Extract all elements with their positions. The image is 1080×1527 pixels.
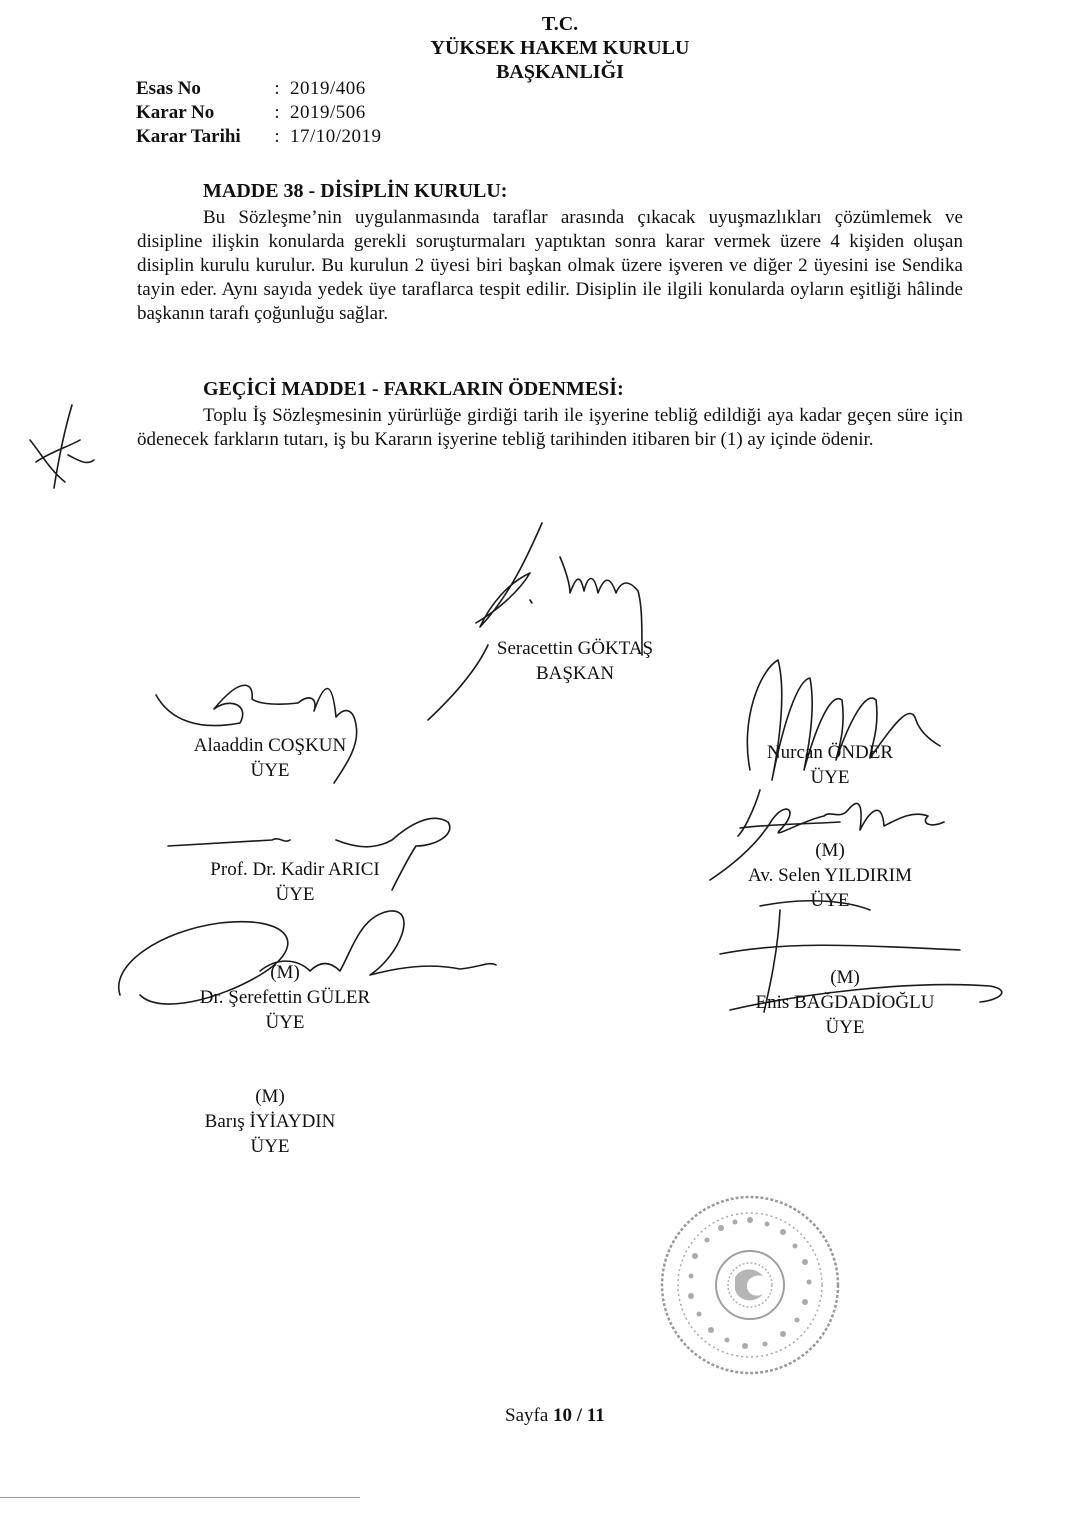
member-mark: (M) (830, 967, 860, 988)
decision-number-label: Karar No (136, 102, 215, 123)
member-name: Alaaddin COŞKUN (193, 735, 347, 756)
article-38-heading: MADDE 38 - DİSİPLİN KURULU: (203, 180, 508, 202)
case-number-label: Esas No (136, 78, 201, 99)
article-38-body: Bu Sözleşme’nin uygulanmasında taraflar arasında çıkacak uyuşmazlıkları çözümlemek ve disipline ilişkin konularda gerekli soruşturmaları yaptıktan sonra karar vermek üzere 4 kişiden oluşan disiplin kurulu kurulur. Bu kurulun 2 üyesi biri başkan olmak üzere işveren ve diğer 2 üyesini ise Sendika tayin eder. Aynı sayıda yedek üye taraflarca tespit edilir. Disiplin ile ilgili konularda oyların eşitliği hâlinde başkanın tarafı çoğunluğu sağlar. (137, 207, 963, 324)
case-info-row (136, 126, 382, 150)
page-number: 10 / 11 (553, 1405, 605, 1426)
decision-number-value: 2019/506 (290, 102, 366, 123)
member-role: ÜYE (825, 1017, 865, 1038)
page-footer (505, 1405, 605, 1427)
temporary-article-heading: GEÇİCİ MADDE1 - FARKLARIN ÖDENMESİ: (203, 378, 624, 400)
header-institution: YÜKSEK HAKEM KURULU (430, 37, 690, 59)
chair-name: Seracettin GÖKTAŞ (496, 638, 654, 659)
bottom-divider (0, 1497, 360, 1498)
member-signature-block (160, 733, 380, 783)
member-name: Enis BAĞDADİOĞLU (755, 992, 935, 1013)
member-name: Prof. Dr. Kadir ARICI (210, 859, 380, 880)
decision-date-label: Karar Tarihi (136, 126, 241, 147)
page-prefix: Sayfa (505, 1405, 549, 1426)
member-mark: (M) (255, 1086, 285, 1107)
member-mark: (M) (270, 962, 300, 983)
member-signature-block (175, 857, 415, 907)
chair-role: BAŞKAN (535, 663, 615, 684)
case-info-row (136, 102, 382, 126)
member-role: ÜYE (250, 760, 290, 781)
separator: : (274, 126, 280, 147)
member-role: ÜYE (250, 1136, 290, 1157)
header-tc: T.C. (541, 13, 579, 35)
member-name: Av. Selen YILDIRIM (748, 865, 912, 886)
member-role: ÜYE (810, 767, 850, 788)
member-name: Barış İYİAYDIN (204, 1111, 336, 1132)
header-presidency: BAŞKANLIĞI (496, 61, 624, 83)
case-info-row (136, 78, 382, 102)
official-seal-stamp (655, 1190, 845, 1380)
separator: : (274, 102, 280, 123)
member-role: ÜYE (265, 1012, 305, 1033)
member-signature-block (175, 960, 395, 1035)
margin-initials-signature (20, 400, 110, 495)
chair-signature (420, 515, 660, 725)
temporary-article-body: Toplu İş Sözleşmesinin yürürlüğe girdiği tarih ile işyerine tebliğ edildiği aya kadar geçen süre için ödenecek farkların tutarı, iş bu Kararın işyerine tebliğ tarihinden itibaren bir (1) ay içinde ödenir. (137, 405, 963, 450)
member-mark: (M) (815, 840, 845, 861)
member-name: Nurcan ÖNDER (766, 742, 894, 763)
member-name: Dr. Şerefettin GÜLER (199, 987, 371, 1008)
member-role: ÜYE (810, 890, 850, 911)
separator: : (274, 78, 280, 99)
member-signature-block (170, 1084, 370, 1159)
member-role: ÜYE (275, 884, 315, 905)
chair-signature-block (450, 636, 700, 686)
member-signature-block (720, 965, 970, 1040)
case-info (136, 78, 382, 150)
decision-date-value: 17/10/2019 (290, 126, 382, 147)
document-header (380, 12, 740, 84)
case-number-value: 2019/406 (290, 78, 366, 99)
